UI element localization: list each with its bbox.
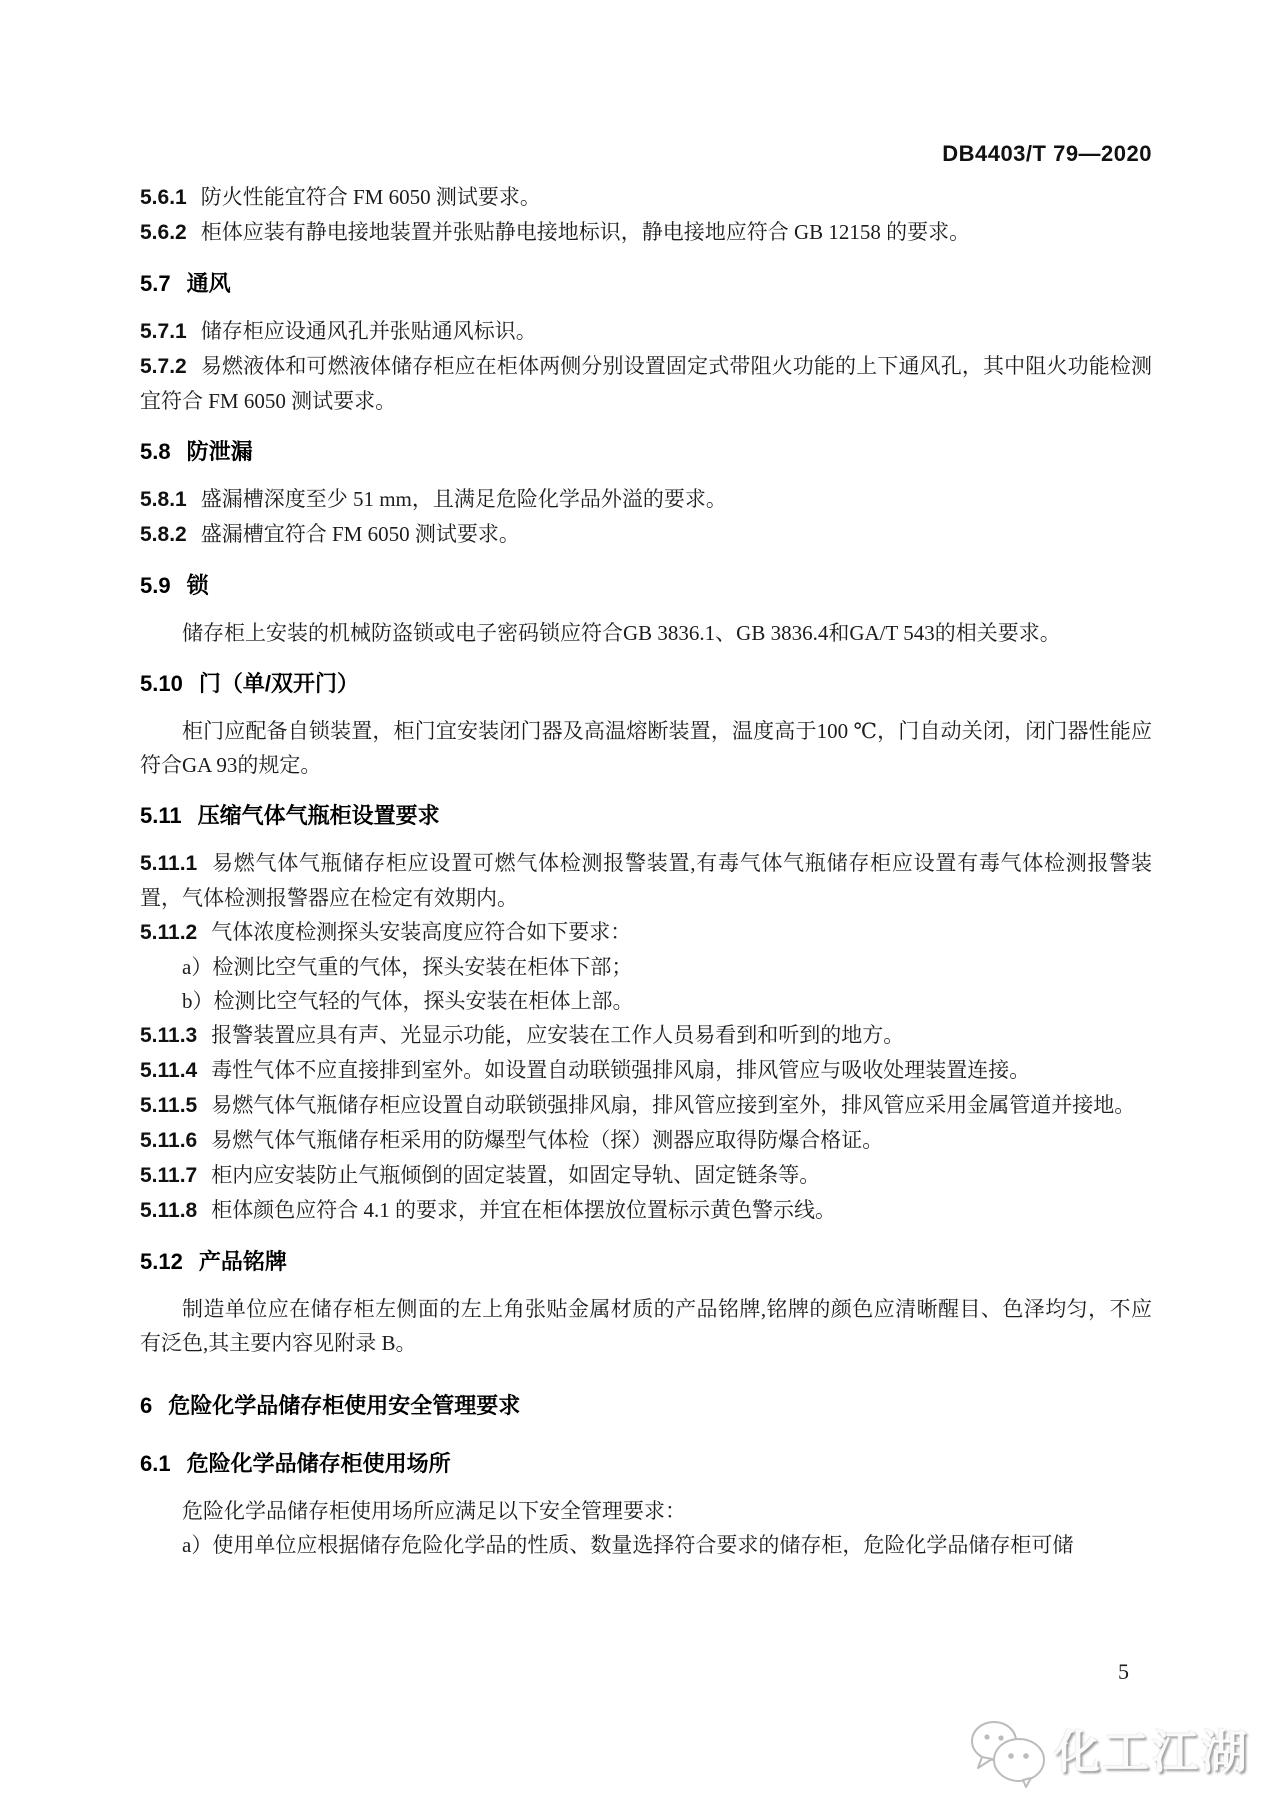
clause-text: 防火性能宜符合 FM 6050 测试要求。 [200, 185, 541, 209]
clause-number: 5.8.1 [140, 488, 187, 511]
clause-5-11-7 [140, 1158, 1152, 1193]
clause-number: 5.11.1 [140, 852, 198, 875]
clause-number: 5.11.4 [140, 1059, 198, 1082]
heading-number: 5.12 [140, 1249, 183, 1274]
clause-text: 易燃液体和可燃液体储存柜应在柜体两侧分别设置固定式带阻火功能的上下通风孔，其中阻火功能检测宜符合 FM 6050 测试要求。 [140, 354, 1152, 413]
clause-number: 5.6.1 [140, 186, 187, 209]
clause-5-11-6 [140, 1123, 1152, 1158]
section-heading-5-9 [140, 570, 1152, 602]
heading-number: 5.7 [140, 271, 171, 296]
clause-text: 盛漏槽深度至少 51 mm，且满足危险化学品外溢的要求。 [200, 487, 727, 511]
clause-text: 易燃气体气瓶储存柜采用的防爆型气体检（探）测器应取得防爆合格证。 [211, 1128, 884, 1152]
heading-text: 压缩气体气瓶柜设置要求 [197, 803, 440, 828]
heading-text: 通风 [186, 271, 231, 296]
clause-number: 5.11.8 [140, 1199, 198, 1222]
clause-number: 5.11.5 [140, 1094, 198, 1117]
clause-5-7-2 [140, 349, 1152, 418]
clause-text: 报警装置应具有声、光显示功能，应安装在工作人员易看到和听到的地方。 [211, 1023, 905, 1047]
page-content [140, 142, 1152, 1562]
heading-text: 防泄漏 [186, 439, 253, 464]
clause-number: 5.11.3 [140, 1024, 198, 1047]
section-heading-5-12 [140, 1246, 1152, 1278]
footer-logo-text: 化工江湖 [1054, 1726, 1250, 1778]
clause-text: 柜体颜色应符合 4.1 的要求，并宜在柜体摆放位置标示黄色警示线。 [211, 1198, 836, 1222]
clause-5-8-1 [140, 482, 1152, 517]
section-heading-5-10 [140, 668, 1152, 700]
page-number: 5 [1118, 1659, 1129, 1684]
clause-number: 5.7.1 [140, 320, 187, 343]
clause-5-8-2 [140, 517, 1152, 552]
chapter-heading-6 [140, 1390, 1152, 1422]
footer-logo [966, 1716, 1250, 1788]
clause-text: 易燃气体气瓶储存柜应设置可燃气体检测报警装置,有毒气体气瓶储存柜应设置有毒气体检测报警装置，气体检测报警器应在检定有效期内。 [140, 851, 1152, 910]
clause-number: 5.7.2 [140, 355, 187, 378]
clause-text: 毒性气体不应直接排到室外。如设置自动联锁强排风扇，排风管应与吸收处理装置连接。 [211, 1058, 1031, 1082]
list-item-a-probe-lower: a）检测比空气重的气体，探头安装在柜体下部； [182, 955, 633, 979]
clause-5-11-5 [140, 1088, 1152, 1123]
list-item-a-cabinet-selection: a）使用单位应根据储存危险化学品的性质、数量选择符合要求的储存柜，危险化学品储存柜可储 [182, 1533, 1074, 1557]
clause-text: 柜内应安装防止气瓶倾倒的固定装置，如固定导轨、固定链条等。 [211, 1163, 821, 1187]
clause-5-11-1 [140, 846, 1152, 915]
clause-5-6-1 [140, 180, 1152, 215]
clause-text: 盛漏槽宜符合 FM 6050 测试要求。 [200, 522, 520, 546]
standard-code-header: DB4403/T 79—2020 [942, 141, 1152, 166]
section-heading-6-1 [140, 1448, 1152, 1480]
heading-number: 5.10 [140, 671, 183, 696]
wechat-icon [966, 1716, 1050, 1788]
heading-number: 5.9 [140, 573, 171, 598]
list-item-b-probe-upper: b）检测比空气轻的气体，探头安装在柜体上部。 [182, 989, 634, 1013]
heading-text: 危险化学品储存柜使用场所 [186, 1451, 451, 1476]
heading-number: 6 [140, 1393, 153, 1418]
heading-number: 6.1 [140, 1451, 171, 1476]
clause-5-6-2 [140, 215, 1152, 250]
clause-number: 5.11.6 [140, 1129, 198, 1152]
clause-text: 储存柜应设通风孔并张贴通风标识。 [200, 319, 537, 343]
paragraph-nameplate-requirements: 制造单位应在储存柜左侧面的左上角张贴金属材质的产品铭牌,铭牌的颜色应清晰醒目、色泽均匀，不应有泛色,其主要内容见附录 B。 [140, 1297, 1152, 1355]
heading-number: 5.8 [140, 439, 171, 464]
paragraph-lock-requirements: 储存柜上安装的机械防盗锁或电子密码锁应符合GB 3836.1、GB 3836.4和GA/T 543的相关要求。 [182, 621, 1061, 645]
section-heading-5-11 [140, 800, 1152, 832]
clause-5-11-4 [140, 1053, 1152, 1088]
clause-number: 5.8.2 [140, 523, 187, 546]
heading-text: 门（单/双开门） [198, 671, 359, 696]
clause-number: 5.11.7 [140, 1164, 198, 1187]
paragraph-door-requirements: 柜门应配备自锁装置，柜门宜安装闭门器及高温熔断装置，温度高于100 ℃，门自动关闭，闭门器性能应符合GA 93的规定。 [140, 719, 1152, 777]
clause-number: 5.11.2 [140, 921, 198, 944]
heading-text: 锁 [186, 573, 209, 598]
heading-number: 5.11 [140, 803, 182, 828]
clause-text: 柜体应装有静电接地装置并张贴静电接地标识，静电接地应符合 GB 12158 的要求。 [200, 220, 971, 244]
section-heading-5-8 [140, 436, 1152, 468]
clause-5-7-1 [140, 314, 1152, 349]
clause-text: 易燃气体气瓶储存柜应设置自动联锁强排风扇，排风管应接到室外，排风管应采用金属管道并接地。 [211, 1093, 1136, 1117]
heading-text: 产品铭牌 [198, 1249, 287, 1274]
paragraph-usage-site-intro: 危险化学品储存柜使用场所应满足以下安全管理要求： [182, 1499, 686, 1523]
clause-number: 5.6.2 [140, 221, 187, 244]
clause-text: 气体浓度检测探头安装高度应符合如下要求： [211, 920, 632, 944]
section-heading-5-7 [140, 268, 1152, 300]
clause-5-11-2 [140, 915, 1152, 950]
heading-text: 危险化学品储存柜使用安全管理要求 [168, 1393, 521, 1418]
clause-5-11-8 [140, 1193, 1152, 1228]
clause-5-11-3 [140, 1018, 1152, 1053]
